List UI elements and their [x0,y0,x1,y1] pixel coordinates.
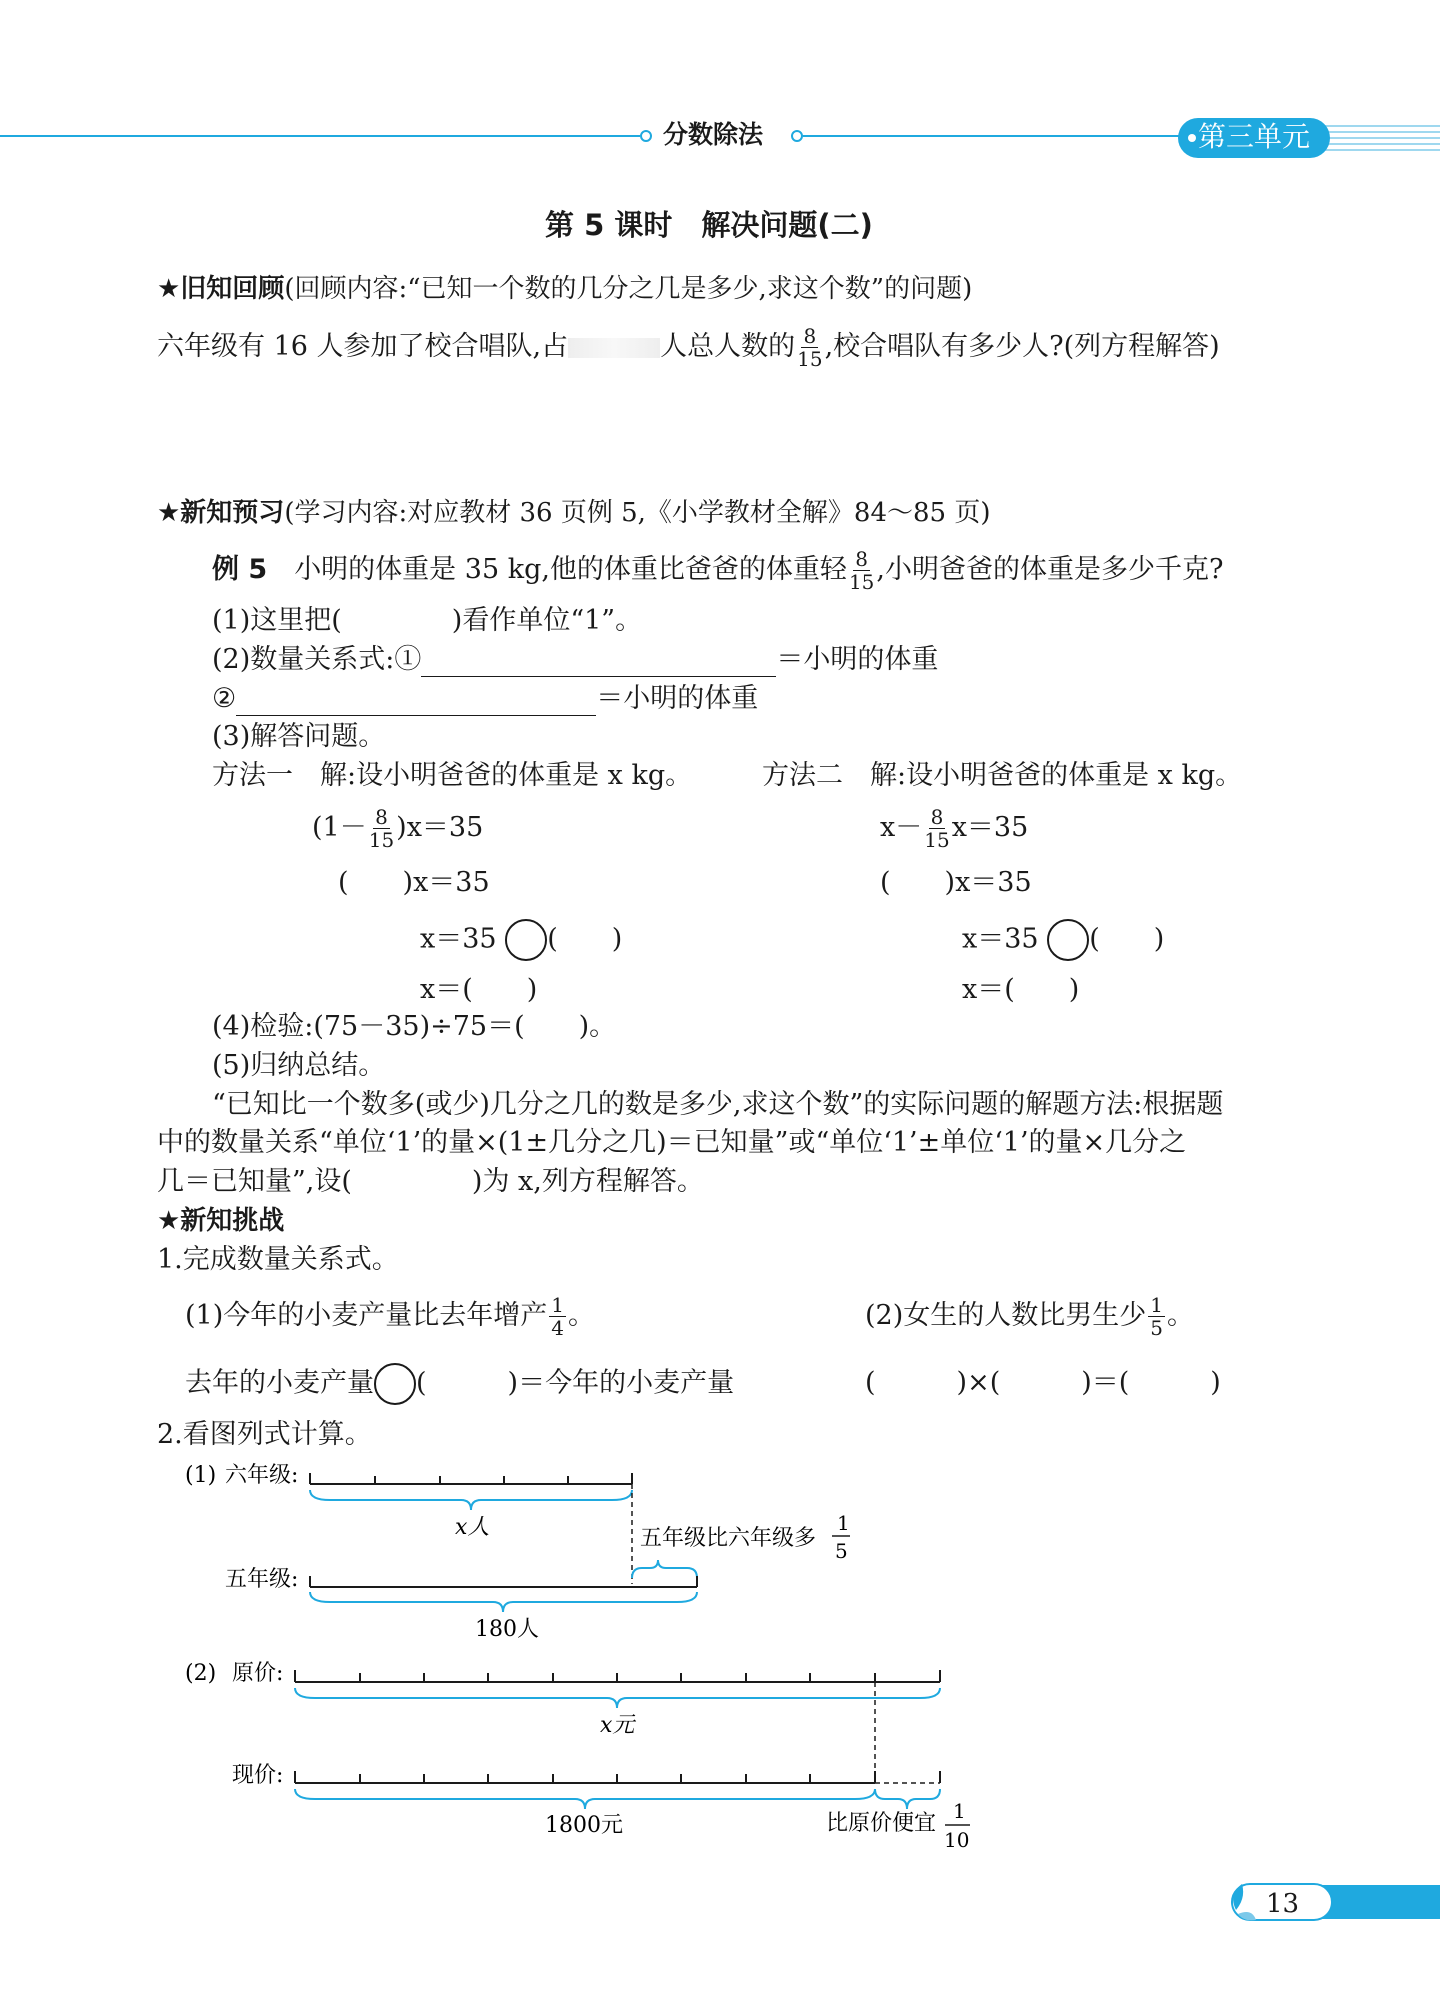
d2-note-num: 1 [953,1799,966,1823]
d1-row1-label: 六年级: [225,1463,299,1488]
step2-c: ② [212,683,237,714]
frac-den: 5 [1150,1316,1163,1340]
d1-note-num: 1 [837,1511,850,1535]
frac-den: 4 [551,1316,564,1340]
eq-part: x－ [880,812,923,843]
d1-brace-x [310,1490,632,1510]
d2-brace-1800-label: 1800元 [545,1813,623,1838]
m2-eq2: ( )x＝35 [880,867,1032,898]
d2-brace-1800 [295,1789,875,1809]
d2-row1-label: 原价: [232,1661,284,1686]
example-label: 例 5 [212,554,268,585]
step2-b: ＝小明的体重 [776,644,939,675]
frac-num: 1 [1150,1293,1163,1317]
step4-line: (4)检验:(75－35)÷75＝( )。 [212,1011,617,1042]
review-q-part1: 六年级有 16 人参加了校合唱队,占 [157,331,569,362]
d2-brace-x [295,1688,940,1708]
d2-row1-line [295,1670,940,1682]
challenge-heading: ★新知挑战 [157,1206,285,1236]
q1b-relation: ( )×( )＝( ) [865,1367,1221,1398]
step1-a: (1)这里把( [212,605,342,636]
review-q-part2: 人总人数的 [660,331,796,362]
d1-brace-180-label: 180人 [475,1617,539,1642]
summary-a: 几＝已知量”,设( [157,1166,352,1197]
eq-part: ( ) [1089,923,1165,955]
d1-small-brace [632,1560,697,1578]
d2-small-brace [875,1789,940,1809]
d2-note: 比原价便宜 [826,1811,937,1836]
d2-brace-x-label: x元 [600,1713,635,1738]
frac-num: 8 [803,324,817,348]
frac-num: 8 [930,805,944,829]
relation-part: 去年的小麦产量 [185,1367,374,1399]
q1-title: 1.完成数量关系式。 [157,1244,399,1275]
frac-den: 15 [797,347,823,371]
d1-brace-x-label: x人 [455,1515,490,1540]
q2-title: 2.看图列式计算。 [157,1419,372,1450]
d1-label-prefix: (1) [185,1463,217,1488]
frac-num: 8 [375,805,388,829]
step2-d: ＝小明的体重 [596,683,759,714]
d1-row2-line [310,1576,697,1587]
page-number-decoration [1232,1884,1440,1920]
lesson-title: 第 5 课时 解决问题(二) [545,208,873,242]
frac-num: 1 [551,1293,564,1317]
d2-note-den: 10 [944,1828,970,1852]
d1-note-den: 5 [835,1539,848,1563]
d1-brace-180 [310,1592,697,1612]
m1-eq2: ( )x＝35 [338,867,490,898]
preview-heading: ★新知预习 [157,498,285,528]
eq-part: )x＝35 [396,812,484,843]
q1b-part: (2)女生的人数比男生少 [865,1300,1147,1331]
frac-den: 15 [848,570,875,594]
d2-row2-line [295,1771,940,1783]
header-unit-badge: 第三单元 [1198,120,1311,153]
step5-line: (5)归纳总结。 [212,1050,386,1081]
summary-line1: “已知比一个数多(或少)几分之几的数是多少,求这个数”的实际问题的解题方法:根据题 [212,1089,1224,1120]
eq-part: x＝35 [420,923,497,955]
review-q-part3: ,校合唱队有多少人?(列方程解答) [824,331,1220,362]
q1a-part: (1)今年的小麦产量比去年增产 [185,1300,548,1331]
eq-part: (1－ [312,812,367,843]
m2-eq4: x＝( ) [962,974,1080,1005]
d1-row2-label: 五年级: [225,1567,299,1592]
example-text1: 小明的体重是 35 kg,他的体重比爸爸的体重轻 [294,554,847,585]
method2-heading: 方法二 解:设小明爸爸的体重是 x kg。 [762,760,1243,791]
step1-b: )看作单位“1”。 [451,605,643,636]
relation-part: ( )＝今年的小麦产量 [416,1367,735,1399]
frac-den: 15 [924,828,950,852]
preview-note: (学习内容:对应教材 36 页例 5,《小学教材全解》84～85 页) [284,498,991,528]
q1a-end: 。 [567,1300,595,1331]
step3-line: (3)解答问题。 [212,721,386,752]
review-heading: ★旧知回顾 [157,274,285,304]
step2-a: (2)数量关系式:① [212,644,422,675]
d2-label-prefix: (2) [185,1661,217,1686]
summary-line2: 中的数量关系“单位‘1’的量×(1±几分之几)＝已知量”或“单位‘1’±单位‘1’的量×几分之 [157,1127,1187,1158]
method1-heading: 方法一 解:设小明爸爸的体重是 x kg。 [212,760,693,791]
header-section-title: 分数除法 [663,120,764,149]
eq-part: ( ) [547,923,623,955]
eq-part: x＝35 [951,812,1029,843]
q1b-end: 。 [1166,1300,1194,1331]
example-text2: ,小明爸爸的体重是多少千克? [876,554,1224,585]
eq-part: x＝35 [962,923,1039,955]
frac-den: 15 [368,828,395,852]
d1-row1-line [310,1473,632,1484]
m1-eq4: x＝( ) [420,974,538,1005]
d1-note: 五年级比六年级多 [640,1526,817,1551]
d2-row2-label: 现价: [232,1763,284,1788]
frac-num: 8 [855,547,869,571]
summary-b: )为 x,列方程解答。 [471,1166,704,1197]
page-number: 13 [1266,1889,1300,1919]
review-note: (回顾内容:“已知一个数的几分之几是多少,求这个数”的问题) [284,274,973,304]
